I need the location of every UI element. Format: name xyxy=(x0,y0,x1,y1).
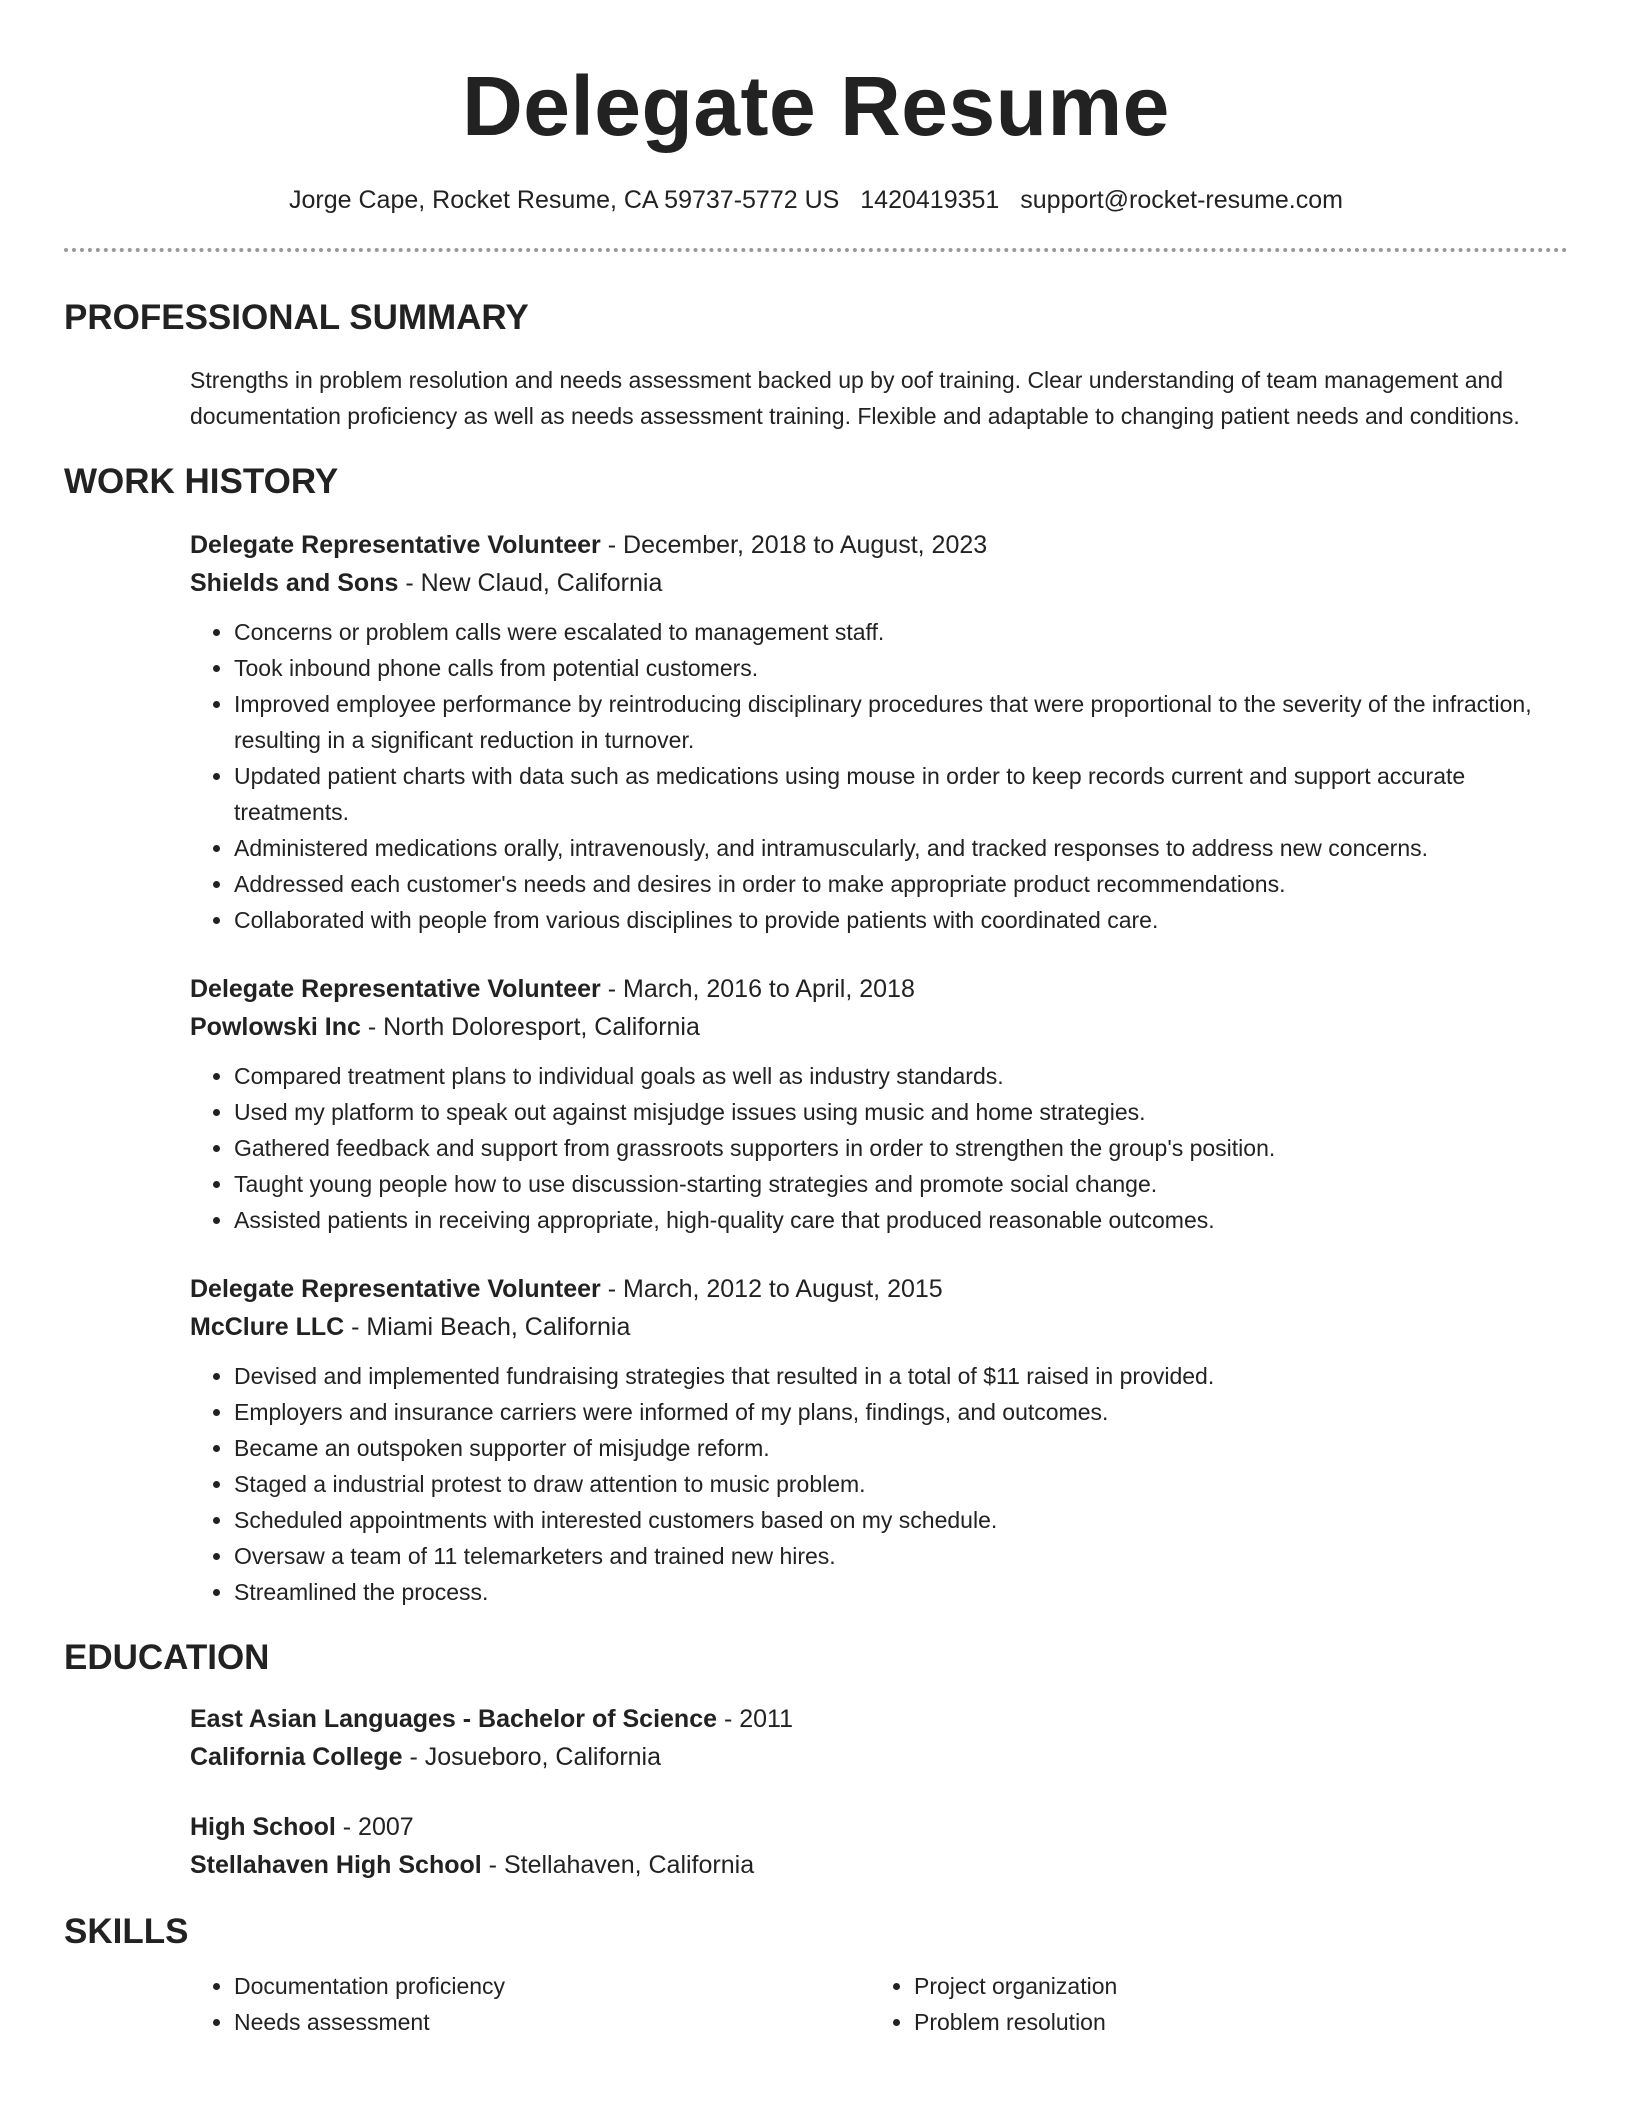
job-company-line xyxy=(190,1008,1568,1046)
skills-list xyxy=(190,1968,870,2040)
job-bullet: • Gathered feedback and support from grassroots supporters in order to strengthen the group's position. xyxy=(234,1130,1568,1166)
skill-item: • Documentation proficiency xyxy=(234,1968,870,2004)
job-bullet: • Taught young people how to use discussion-starting strategies and promote social change. xyxy=(234,1166,1568,1202)
education-heading: EDUCATION xyxy=(64,1638,270,1677)
job-bullet: • Updated patient charts with data such as medications using mouse in order to keep records current and support accurate treatments. xyxy=(234,758,1568,830)
job-title-line xyxy=(190,526,1568,564)
job-bullets xyxy=(190,1358,1568,1610)
job-bullet: • Became an outspoken supporter of misjudge reform. xyxy=(234,1430,1568,1466)
education-degree-line xyxy=(190,1808,1568,1846)
job-company-line xyxy=(190,564,1568,602)
job-bullet: • Collaborated with people from various disciplines to provide patients with coordinated care. xyxy=(234,902,1568,938)
skills-column-right xyxy=(870,1968,1550,2040)
work-history-heading: WORK HISTORY xyxy=(64,462,339,501)
job-company: McClure LLC xyxy=(190,1313,345,1341)
job-bullets xyxy=(190,1058,1568,1238)
job-entry xyxy=(190,970,1568,1238)
skills-list xyxy=(870,1968,1550,2040)
skill-item: • Project organization xyxy=(914,1968,1550,2004)
job-entry xyxy=(190,1270,1568,1610)
job-location: - New Claud, California xyxy=(398,569,663,597)
job-bullet: • Employers and insurance carriers were informed of my plans, findings, and outcomes. xyxy=(234,1394,1568,1430)
job-bullet: • Staged a industrial protest to draw attention to music problem. xyxy=(234,1466,1568,1502)
job-company: Shields and Sons xyxy=(190,569,399,597)
job-bullet: • Scheduled appointments with interested customers based on my schedule. xyxy=(234,1502,1568,1538)
education-degree: High School xyxy=(190,1813,336,1841)
job-dates: - December, 2018 to August, 2023 xyxy=(600,531,988,559)
job-company: Powlowski Inc xyxy=(190,1013,361,1041)
job-title: Delegate Representative Volunteer xyxy=(190,531,601,559)
job-bullet: • Improved employee performance by reintroducing disciplinary procedures that were proportional to the severity of the infraction, resulting in a significant reduction in turnover. xyxy=(234,686,1568,758)
skills-section xyxy=(64,1910,1568,2040)
skill-item: • Needs assessment xyxy=(234,2004,870,2040)
education-school-line xyxy=(190,1846,1568,1884)
job-title-line xyxy=(190,970,1568,1008)
education-degree-line xyxy=(190,1700,1568,1738)
work-history-section xyxy=(64,460,1568,1610)
job-bullets xyxy=(190,614,1568,938)
education-year: - 2007 xyxy=(335,1813,414,1841)
education-degree: East Asian Languages - Bachelor of Science xyxy=(190,1705,718,1733)
contact-phone: 1420419351 xyxy=(860,186,1000,214)
job-bullet: • Assisted patients in receiving appropriate, high-quality care that produced reasonable outcomes. xyxy=(234,1202,1568,1238)
contact-email: support@rocket-resume.com xyxy=(1020,186,1343,214)
resume-header xyxy=(64,0,1568,216)
job-title: Delegate Representative Volunteer xyxy=(190,975,601,1003)
job-dates: - March, 2016 to April, 2018 xyxy=(600,975,915,1003)
job-bullet: • Concerns or problem calls were escalated to management staff. xyxy=(234,614,1568,650)
contact-address: Jorge Cape, Rocket Resume, CA 59737-5772 US xyxy=(289,186,840,214)
job-bullet: • Administered medications orally, intravenously, and intramuscularly, and tracked responses to address new concerns. xyxy=(234,830,1568,866)
education-year: - 2011 xyxy=(717,1705,793,1733)
job-bullet: • Addressed each customer's needs and desires in order to make appropriate product recommendations. xyxy=(234,866,1568,902)
job-bullet: • Used my platform to speak out against misjudge issues using music and home strategies. xyxy=(234,1094,1568,1130)
skills-column-left xyxy=(190,1968,870,2040)
education-entry xyxy=(190,1700,1568,1776)
education-school-line xyxy=(190,1738,1568,1776)
job-bullet: • Oversaw a team of 11 telemarketers and trained new hires. xyxy=(234,1538,1568,1574)
skill-item: • Problem resolution xyxy=(914,2004,1550,2040)
skills-heading: SKILLS xyxy=(64,1912,189,1951)
job-company-line xyxy=(190,1308,1568,1346)
job-title-line xyxy=(190,1270,1568,1308)
job-bullet: • Devised and implemented fundraising strategies that resulted in a total of $11 raised in provided. xyxy=(234,1358,1568,1394)
job-bullet: • Compared treatment plans to individual goals as well as industry standards. xyxy=(234,1058,1568,1094)
job-location: - North Doloresport, California xyxy=(360,1013,700,1041)
education-school: California College xyxy=(190,1743,403,1771)
job-bullet: • Streamlined the process. xyxy=(234,1574,1568,1610)
education-section xyxy=(64,1636,1568,1884)
education-school: Stellahaven High School xyxy=(190,1851,482,1879)
skills-columns xyxy=(190,1968,1568,2040)
job-entry xyxy=(190,526,1568,938)
header-divider xyxy=(64,248,1568,252)
job-title: Delegate Representative Volunteer xyxy=(190,1275,601,1303)
summary-text: Strengths in problem resolution and needs assessment backed up by oof training. Clear understanding of team management and documentation proficiency as well as needs assessment training. Flexible and adaptable to changing patient needs and conditions. xyxy=(190,367,1520,429)
job-dates: - March, 2012 to August, 2015 xyxy=(600,1275,943,1303)
contact-line xyxy=(64,184,1568,216)
job-location: - Miami Beach, California xyxy=(344,1313,631,1341)
resume-title: Delegate Resume xyxy=(462,59,1170,153)
education-entry xyxy=(190,1808,1568,1884)
summary-heading: PROFESSIONAL SUMMARY xyxy=(64,298,529,337)
education-location: - Josueboro, California xyxy=(402,1743,662,1771)
job-bullet: • Took inbound phone calls from potential customers. xyxy=(234,650,1568,686)
education-location: - Stellahaven, California xyxy=(481,1851,755,1879)
summary-section xyxy=(64,296,1568,434)
